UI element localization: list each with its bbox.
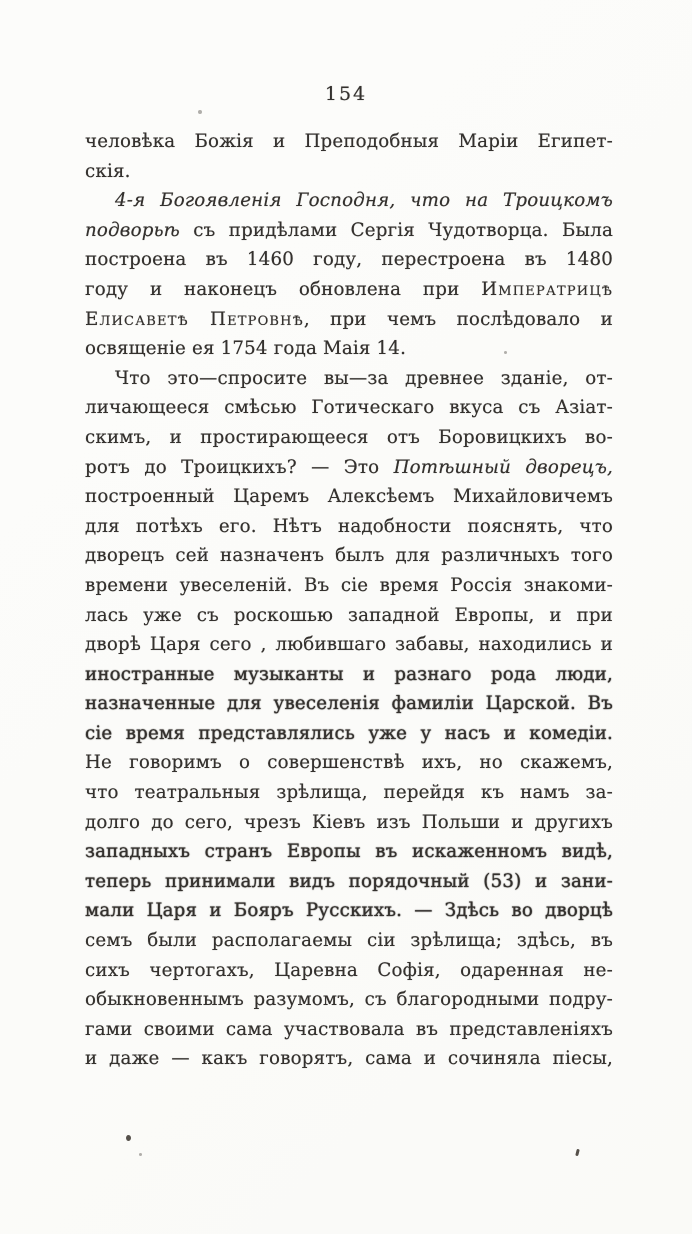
text-line bbox=[85, 393, 613, 423]
text-segment: что театральныя зрѣлища, перейдя къ намъ за- bbox=[85, 782, 613, 804]
text-segment: дворецъ сей назначенъ былъ для различныхъ того bbox=[85, 545, 613, 567]
text-segment: Императрицѣ bbox=[481, 278, 613, 300]
page-number: 154 bbox=[324, 83, 368, 105]
page-text bbox=[85, 127, 613, 1074]
text-line bbox=[85, 896, 613, 926]
text-segment: долго до сего, чрезъ Кіевъ изъ Польши и другихъ bbox=[85, 811, 613, 833]
text-line bbox=[85, 926, 613, 956]
text-line bbox=[85, 601, 613, 631]
text-segment: построена въ 1460 году, перестроена въ 1480 bbox=[85, 249, 613, 271]
text-line bbox=[85, 837, 613, 867]
text-line bbox=[85, 956, 613, 986]
text-line bbox=[85, 1015, 613, 1045]
text-segment: семъ были располагаемы сіи зрѣлища; здѣсь, въ bbox=[85, 930, 613, 952]
text-segment: назначенные для увеселенія фамиліи Царской. Въ bbox=[85, 693, 613, 715]
text-segment: сіе время представлялись уже у насъ и комедіи. bbox=[85, 722, 613, 744]
text-segment: иностранные музыканты и разнаго рода люди, bbox=[85, 663, 613, 685]
text-line bbox=[85, 778, 613, 808]
text-segment: и даже — какъ говорятъ, сама и сочиняла піесы, bbox=[85, 1048, 613, 1070]
text-line bbox=[85, 482, 613, 512]
text-segment: Что это—спросите вы—за древнее зданіе, от- bbox=[115, 367, 613, 389]
text-line bbox=[85, 364, 613, 394]
text-line bbox=[85, 157, 613, 187]
text-line bbox=[85, 305, 613, 335]
text-line bbox=[85, 748, 613, 778]
text-segment: лась уже съ роскошью западной Европы, и при bbox=[85, 604, 613, 626]
text-segment: году и наконецъ обновлена при bbox=[85, 278, 482, 300]
text-line bbox=[85, 512, 613, 542]
text-segment: , при чемъ послѣдовало и bbox=[303, 308, 613, 330]
text-segment: съ придѣлами Сергія Чудотворца. Была bbox=[179, 219, 613, 241]
text-line bbox=[85, 186, 613, 216]
text-line bbox=[85, 216, 613, 246]
text-line bbox=[85, 689, 613, 719]
scan-speck bbox=[504, 351, 507, 354]
text-segment: сихъ чертогахъ, Царевна Софія, одаренная не- bbox=[85, 959, 613, 981]
text-segment: западныхъ странъ Европы въ искаженномъ видѣ, bbox=[85, 841, 613, 863]
text-segment: скія. bbox=[85, 160, 131, 182]
text-segment: подворьѣ bbox=[85, 219, 180, 241]
text-line bbox=[85, 660, 613, 690]
scan-speck bbox=[575, 1149, 580, 1157]
text-line bbox=[85, 630, 613, 660]
text-line bbox=[85, 808, 613, 838]
text-segment: для потѣхъ его. Нѣтъ надобности пояснять, что bbox=[85, 515, 613, 537]
text-line bbox=[85, 719, 613, 749]
scan-speck bbox=[198, 110, 202, 114]
text-segment: Не говоримъ о совершенствѣ ихъ, но скажемъ, bbox=[85, 752, 613, 774]
text-segment: личающееся смѣсью Готическаго вкуса съ Азіат- bbox=[85, 397, 613, 419]
text-segment: Елисаветѣ Петровнѣ bbox=[85, 308, 304, 330]
text-segment: 4-я Богоявленія Господня, что на Троицкомъ bbox=[115, 190, 613, 212]
text-segment: гами своими сама участвовала въ представленіяхъ bbox=[85, 1018, 613, 1040]
text-line bbox=[85, 275, 613, 305]
text-line bbox=[85, 453, 613, 483]
text-segment: скимъ, и простирающееся отъ Боровицкихъ во- bbox=[85, 426, 613, 448]
scan-speck bbox=[126, 1135, 131, 1141]
text-segment: дворѣ Царя сего , любившаго забавы, находились и bbox=[85, 634, 613, 656]
text-line bbox=[85, 423, 613, 453]
text-line bbox=[85, 245, 613, 275]
text-line bbox=[85, 127, 613, 157]
text-segment: мали Царя и Бояръ Русскихъ. — Здѣсь во дворцѣ bbox=[85, 900, 613, 922]
text-line bbox=[85, 1044, 613, 1074]
text-segment: времени увеселеній. Въ сіе время Россія знакоми- bbox=[85, 574, 613, 596]
text-segment: человѣка Божія и Преподобныя Маріи Египет- bbox=[85, 131, 613, 152]
text-line bbox=[85, 985, 613, 1015]
text-line bbox=[85, 334, 613, 364]
text-segment: обыкновеннымъ разумомъ, съ благородными подру- bbox=[85, 989, 613, 1011]
text-line bbox=[85, 571, 613, 601]
scan-speck bbox=[139, 1153, 142, 1156]
text-segment: теперь принимали видъ порядочный (53) и зани- bbox=[85, 870, 613, 892]
text-segment: освященіе ея 1754 года Маія 14. bbox=[85, 338, 407, 360]
text-line bbox=[85, 541, 613, 571]
text-segment: Потѣшный дворецъ, bbox=[393, 456, 613, 478]
text-line bbox=[85, 867, 613, 897]
text-segment: построенный Царемъ Алексѣемъ Михайловичемъ bbox=[85, 486, 613, 508]
text-segment: ротъ до Троицкихъ? — Это bbox=[85, 456, 394, 478]
